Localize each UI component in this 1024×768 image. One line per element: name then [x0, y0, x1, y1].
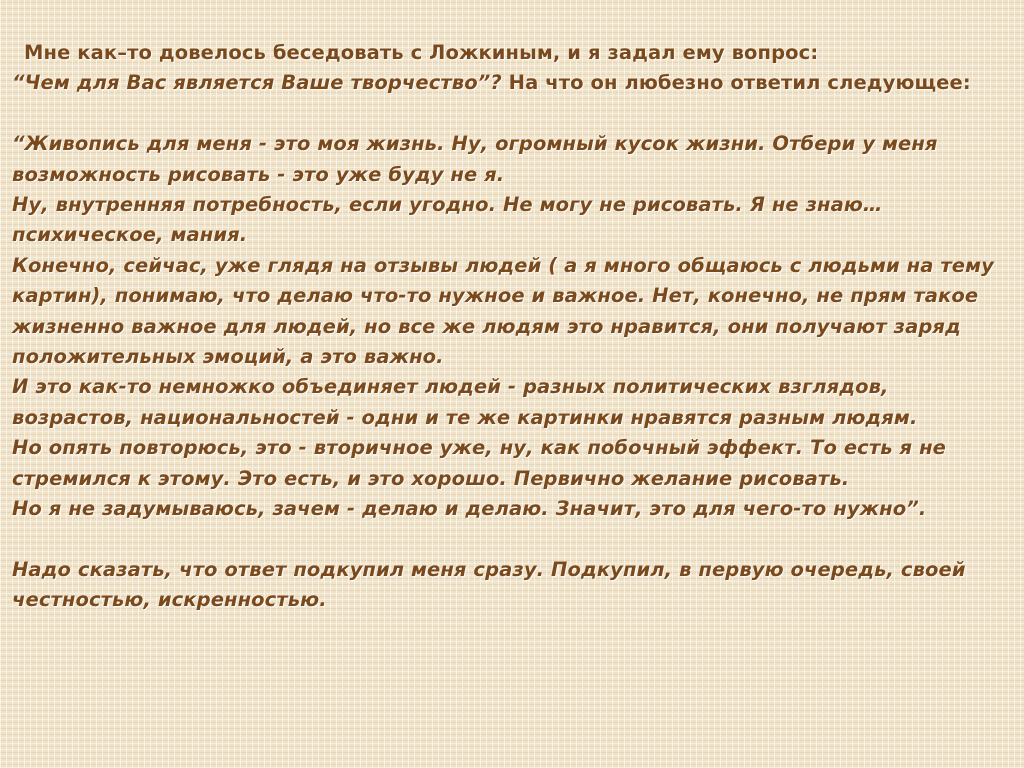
quote-line: Но я не задумываюсь, зачем - делаю и делаю. Значит, это для чего-то нужно”. — [12, 497, 927, 521]
quote-line: “Живопись для меня - это моя жизнь. Ну, огромный кусок жизни. Отбери у меня — [12, 132, 938, 156]
quote-line: психическое, мания. — [12, 223, 248, 247]
quote-line: Но опять повторюсь, это - вторичное уже, ну, как побочный эффект. То есть я не — [12, 436, 946, 460]
conclusion-line: честностью, искренностью. — [12, 588, 327, 612]
spacer — [12, 99, 1016, 129]
quote-line: положительных эмоций, а это важно. — [12, 345, 444, 369]
slide-text — [12, 38, 1016, 616]
conclusion-line: Надо сказать, что ответ подкупил меня сразу. Подкупил, в первую очередь, своей — [12, 557, 966, 581]
spacer — [12, 524, 1016, 554]
quote-line: Ну, внутренняя потребность, если угодно. Не могу не рисовать. Я не знаю… — [12, 193, 883, 217]
quote-line: Конечно, сейчас, уже глядя на отзывы людей ( а я много общаюсь с людьми на тему — [12, 253, 994, 277]
quote-line: жизненно важное для людей, но все же людям это нравится, они получают заряд — [12, 314, 961, 338]
quote-line: стремился к этому. Это есть, и это хорошо. Первично желание рисовать. — [12, 466, 850, 490]
quote-block — [12, 129, 1016, 524]
quote-line: возрастов, национальностей - одни и те же картинки нравятся разным людям. — [12, 405, 918, 429]
quote-line: И это как-то немножко объединяет людей - разных политических взглядов, — [12, 375, 889, 399]
question-line — [12, 68, 1016, 98]
quote-line: картин), понимаю, что делаю что-то нужное и важное. Нет, конечно, не прям такое — [12, 284, 979, 308]
quote-line: возможность рисовать - это уже буду не я. — [12, 162, 505, 186]
question-text: “Чем для Вас является Ваше творчество”? — [12, 71, 502, 95]
answer-intro-text: На что он любезно ответил следующее: — [501, 71, 971, 95]
intro-line: Мне как–то довелось беседовать с Ложкиным, и я задал ему вопрос: — [24, 41, 819, 64]
conclusion-block — [12, 555, 1016, 616]
